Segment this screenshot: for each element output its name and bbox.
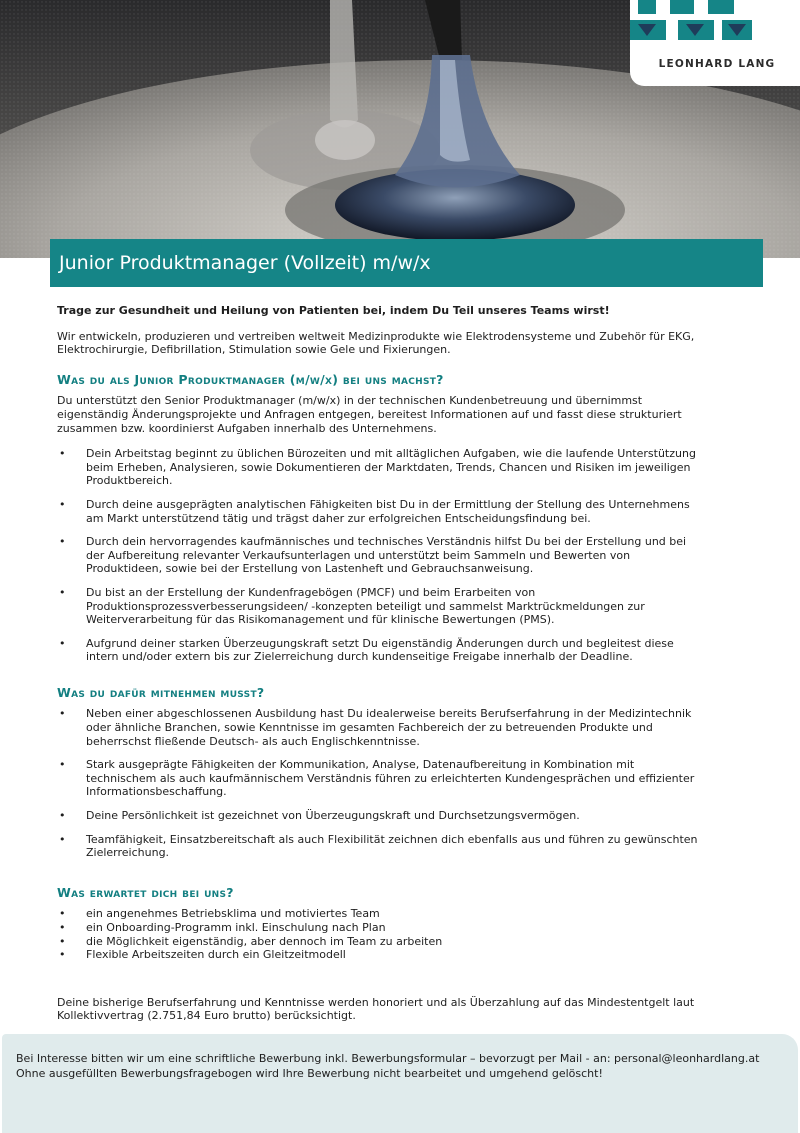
tasks-intro: Du unterstützt den Senior Produktmanager (m/w/x) in der technischen Kundenbetreuung und übernimmst eigenständig Änderungsprojekte und Anfragen entgegen, bereitest Informationen auf und fasst diese strukturiert zusammen bzw. koordinierst Aufgaben innerhalb des Unternehmens. xyxy=(57,394,682,435)
list-item: • Flexible Arbeitszeiten durch ein Gleitzeitmodell xyxy=(57,948,707,962)
intro-text: Wir entwickeln, produzieren und vertreiben weltweit Medizinprodukte wie Elektrodensysteme und Zubehör für EKG, Elektrochirurgie, Defibrillation, Stimulation sowie Gele und Fixierungen. xyxy=(57,329,695,357)
hero-image xyxy=(0,0,800,258)
logo-text: LEONHARD LANG xyxy=(658,58,776,70)
section-heading-requirements: Was du dafür mitnehmen musst? xyxy=(57,684,265,700)
list-item: • Du bist an der Erstellung der Kundenfragebögen (PMCF) und beim Erarbeiten von Produktionsprozessverbesserungsideen/ -konzepten beteiligt und sammelst Marktrückmeldungen zur Weiterverarbeitung für das Risikomanagement und für klinische Bewertungen (PMS). xyxy=(57,586,707,627)
page-title: Junior Produktmanager (Vollzeit) m/w/x xyxy=(50,239,763,287)
list-item: • Deine Persönlichkeit ist gezeichnet von Überzeugungskraft und Durchsetzungsvermögen. xyxy=(57,809,707,823)
list-item: • Aufgrund deiner starken Überzeugungskraft setzt Du eigenständig Änderungen durch und begleitest diese intern und/oder extern bis zur Zielerreichung durch kundenseitige Freigabe innerhalb der Deadline. xyxy=(57,637,707,664)
list-item: • Neben einer abgeschlossenen Ausbildung hast Du idealerweise bereits Berufserfahrung in der Medizintechnik oder ähnliche Branchen, sowie Kenntnisse im gesamten Fachbereich der zu betreuenden Produkte und beherrschst fließende Deutsch- als auch Englischkenntnisse. xyxy=(57,707,707,748)
benefits-list xyxy=(57,907,707,961)
list-item: • Durch dein hervorragendes kaufmännisches und technisches Verständnis hilfst Du bei der Erstellung und bei der Aufbereitung relevanter Verkaufsunterlagen und unterstützt beim Sammeln und Bewerten von Produktideen, sowie bei der Erstellung von Lastenheft und Gebrauchsanweisung. xyxy=(57,535,707,576)
list-item: • Durch deine ausgeprägten analytischen Fähigkeiten bist Du in der Ermittlung der Stellung des Unternehmens am Markt unterstützend tätig und trägst daher zur erfolgreichen Entscheidungsfindung bei. xyxy=(57,498,707,525)
section-heading-tasks: Was du als Junior Produktmanager (m/w/x) bei uns machst? xyxy=(57,371,444,387)
list-item: • Teamfähigkeit, Einsatzbereitschaft als auch Flexibilität zeichnen dich ebenfalls aus und führen zu gewünschten Zielerreichung. xyxy=(57,833,707,860)
application-instructions: Bei Interesse bitten wir um eine schriftliche Bewerbung inkl. Bewerbungsformular – bevorzugt per Mail - an: personal@leonhardlang.at xyxy=(16,1052,760,1065)
application-warning: Ohne ausgefüllten Bewerbungsfragebogen wird Ihre Bewerbung nicht bearbeitet und umgehend gelöscht! xyxy=(16,1067,603,1080)
list-item: • die Möglichkeit eigenständig, aber dennoch im Team zu arbeiten xyxy=(57,935,707,949)
application-footer xyxy=(2,1034,798,1133)
list-item: • Stark ausgeprägte Fähigkeiten der Kommunikation, Analyse, Datenaufbereitung in Kombination mit technischem als auch kaufmännischem Verständnis führen zu erleichterten Kundengesprächen und effizienter Informationsbeschaffung. xyxy=(57,758,707,799)
intro-headline: Trage zur Gesundheit und Heilung von Patienten bei, indem Du Teil unseres Teams wirst! xyxy=(57,304,610,317)
section-heading-benefits: Was erwartet dich bei uns? xyxy=(57,884,234,900)
salary-note: Deine bisherige Berufserfahrung und Kenntnisse werden honoriert und als Überzahlung auf das Mindestentgelt laut Kollektivvertrag (2.751,84 Euro brutto) berücksichtigt. xyxy=(57,995,695,1023)
tasks-list xyxy=(57,447,707,664)
requirements-list xyxy=(57,707,707,859)
job-description xyxy=(57,304,707,1035)
list-item: • ein Onboarding-Programm inkl. Einschulung nach Plan xyxy=(57,921,707,935)
leonhard-lang-logo-icon xyxy=(630,0,756,42)
logo-area xyxy=(630,0,800,86)
list-item: • ein angenehmes Betriebsklima und motiviertes Team xyxy=(57,907,707,921)
list-item: • Dein Arbeitstag beginnt zu üblichen Bürozeiten und mit alltäglichen Aufgaben, wie die laufende Unterstützung beim Erheben, Analysieren, sowie Dokumentieren der Marktdaten, Trends, Chancen und Risiken im jeweiligen Produktbereich. xyxy=(57,447,707,488)
